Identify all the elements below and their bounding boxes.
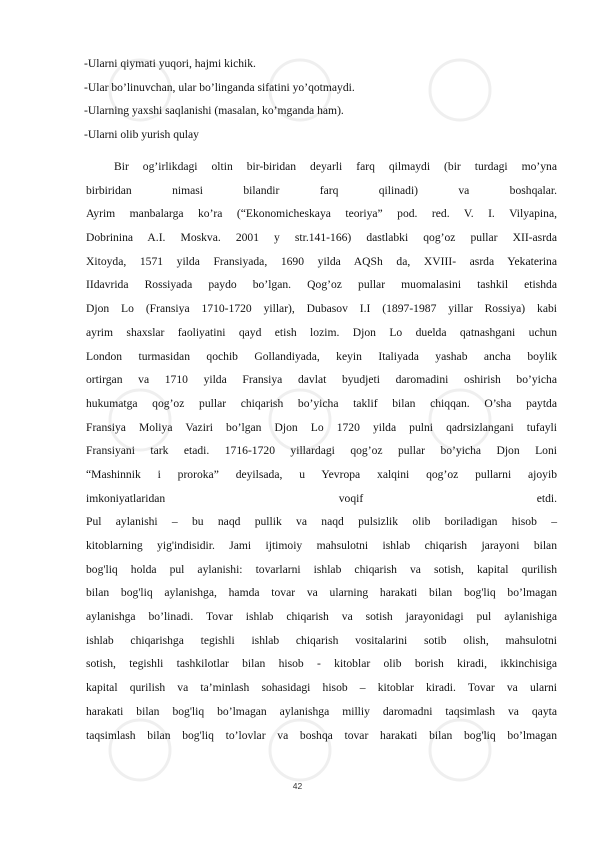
body-text <box>86 155 557 747</box>
text-line: Dobrinina A.I. Moskva. 2001 y str.141-166) dastlabki qog’oz pullar XII-asrda <box>86 231 557 245</box>
bullet-item: -Ularni olib yurish qulay <box>84 127 199 141</box>
text-line: birbiridan nimasi bilandir farq qilinadi) va boshqalar. <box>86 183 557 197</box>
text-line: “Mashinnik i proroka” deyilsada, u Yevropa xalqini qog’oz pullarni ajoyib <box>86 467 557 481</box>
text-line: bog'liq holda pul aylanishi: tovarlarni ishlab chiqarish va sotish, kapital qurilish <box>86 562 557 576</box>
bullet-item: -Ularni qiymati yuqori, hajmi kichik. <box>84 57 256 70</box>
text-line: aylanishga bo’linadi. Tovar ishlab chiqarish va sotish jarayonidagi pul aylanishiga <box>86 610 557 624</box>
page-number: 42 <box>292 781 303 791</box>
text-line: IIdavrida Rossiyada paydo bo’lgan. Qog’oz pullar muomalasini tashkil etishda <box>86 278 557 292</box>
text-line: ortirgan va 1710 yilda Fransiya davlat byudjeti daromadini oshirish bo’yicha <box>86 373 557 387</box>
text-line: kitoblarning yig'indisidir. Jami ijtimoiy mahsulotni ishlab chiqarish jarayoni bilan <box>86 539 557 552</box>
text-line: Xitoyda, 1571 yilda Fransiyada, 1690 yilda AQSh da, XVIII- asrda Yekaterina <box>86 254 557 268</box>
bullet-list <box>84 52 564 146</box>
bullet-item: -Ularning yaxshi saqlanishi (masalan, ko’mganda ham). <box>84 104 344 117</box>
text-line: London turmasidan qochib Gollandiyada, keyin Italiyada yashab ancha boylik <box>86 349 557 363</box>
text-line: taqsimlash bilan bog'liq to’lovlar va boshqa tovar harakati bilan bog'liq bo’lmagan <box>86 728 557 742</box>
text-line: sotish, tegishli tashkilotlar bilan hisob - kitoblar olib borish kiradi, ikkinchisiga <box>86 657 557 671</box>
text-line: Djon Lo (Fransiya 1710-1720 yillar), Dubasov I.I (1897-1987 yillar Rossiya) kabi <box>86 302 557 316</box>
text-line: Fransiya Moliya Vaziri bo’lgan Djon Lo 1720 yilda pulni qadrsizlangani tufayli <box>86 420 557 434</box>
text-line: Bir og’irlikdagi oltin bir-biridan deyarli farq qilmaydi (bir turdagi mo’yna <box>114 160 557 173</box>
text-line: Fransiyani tark etadi. 1716-1720 yillardagi qog’oz pullar bo’yicha Djon Loni <box>86 444 557 458</box>
text-line: Pul aylanishi – bu naqd pullik va naqd pulsizlik olib boriladigan hisob – <box>86 515 557 529</box>
text-line: harakati bilan bog'liq bo’lmagan aylanishga milliy daromadni taqsimlash va qayta <box>86 704 557 718</box>
text-line: Ayrim manbalarga ko’ra (“Ekonomicheskaya teoriya” pod. red. V. I. Vilyapina, <box>86 207 557 221</box>
text-line: ishlab chiqarishga tegishli ishlab chiqarish vositalarini sotib olish, mahsulotni <box>86 633 557 647</box>
text-line: kapital qurilish va ta’minlash sohasidagi hisob – kitoblar kiradi. Tovar va ularni <box>86 681 557 695</box>
text-line: imkoniyatlaridan voqif etdi. <box>86 491 557 505</box>
text-line: ayrim shaxslar faoliyatini qayd etish lozim. Djon Lo duelda qatnashgani uchun <box>86 325 557 339</box>
bullet-item: -Ular bo’linuvchan, ular bo’linganda sifatini yo’qotmaydi. <box>84 80 355 94</box>
text-line: hukumatga qog’oz pullar chiqarish bo’yicha taklif bilan chiqqan. O’sha paytda <box>86 396 557 410</box>
text-line: bilan bog'liq aylanishga, hamda tovar va ularning harakati bilan bog'liq bo’lmagan <box>86 586 557 600</box>
